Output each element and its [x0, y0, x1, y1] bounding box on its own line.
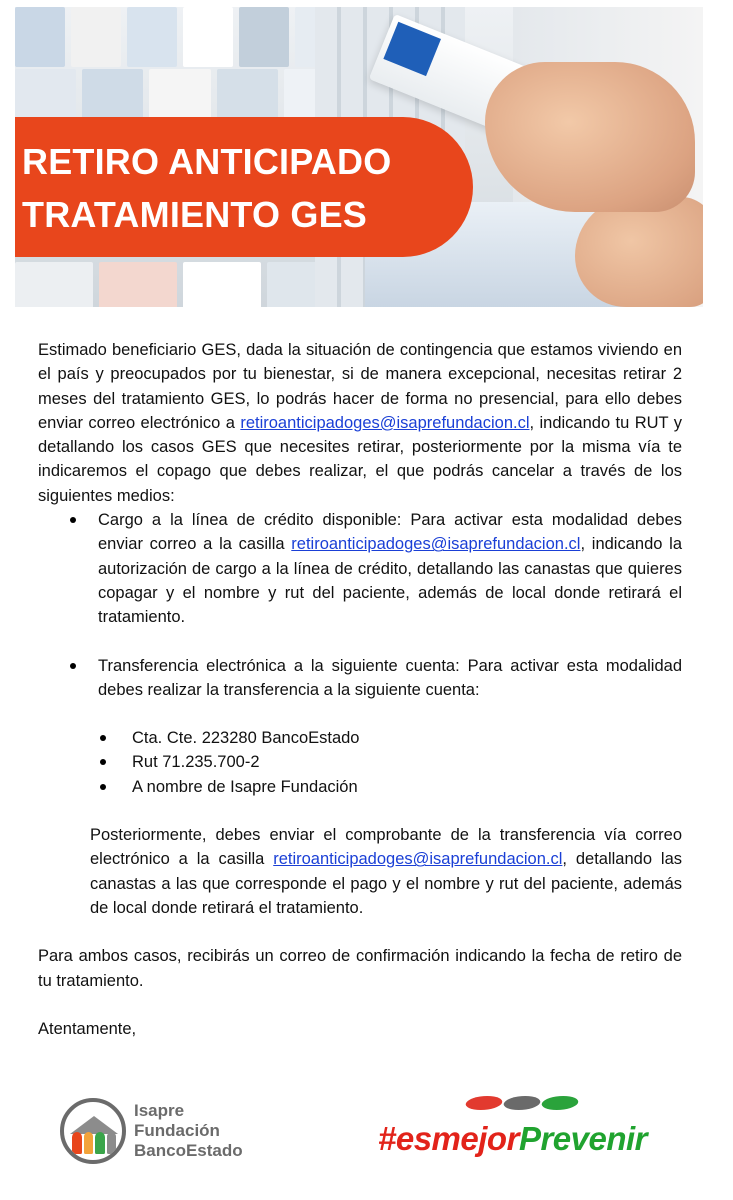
- closing-paragraph: Para ambos casos, recibirás un correo de confirmación indicando la fecha de retiro de tu tratamiento.: [38, 947, 682, 990]
- payment-options-list: [38, 508, 682, 702]
- email-link[interactable]: retiroanticipadoges@isaprefundacion.cl: [240, 413, 530, 432]
- email-link[interactable]: retiroanticipadoges@isaprefundacion.cl: [291, 535, 581, 554]
- pharmacy-shelf: [15, 262, 345, 307]
- banner-title-line-1: RETIRO ANTICIPADO: [22, 141, 392, 182]
- hand: [485, 62, 695, 212]
- bullet-icon: [70, 663, 76, 669]
- banner-title-line-2: TRATAMIENTO GES: [22, 194, 367, 235]
- hand: [575, 197, 703, 307]
- red-swoosh-icon: [463, 1096, 506, 1110]
- green-swoosh-icon: [539, 1096, 582, 1110]
- letter-body: [38, 338, 682, 1041]
- bullet-icon: [100, 759, 106, 765]
- list-item: Cta. Cte. 223280 BancoEstado: [38, 726, 682, 750]
- bullet-icon: [100, 735, 106, 741]
- intro-paragraph: Estimado beneficiario GES, dada la situación de contingencia que estamos viviendo en el país y preocupados por tu bienestar, si de manera excepcional, necesitas retirar 2 meses del tratamiento GES, lo podrás hacer de forma no presencial, para ello debes enviar correo electrónico a retiroanticipadoges@isaprefundacion.cl, indicando tu RUT y detallando los casos GES que necesites retirar, posteriormente por la misma vía te indicaremos el copago que debes realizar, el que podrás cancelar a través de los siguientes medios:: [38, 341, 682, 505]
- list-item: Transferencia electrónica a la siguiente cuenta: Para activar esta modalidad debes realizar la transferencia a la siguiente cuenta:: [38, 654, 682, 703]
- transfer-instructions: Posteriormente, debes enviar el comprobante de la transferencia vía correo electrónico a la casilla retiroanticipadoges@isaprefundacion.cl, detallando las canastas a las que corresponde el pago y el nombre y rut del paciente, además de local donde retirará el tratamiento.: [90, 826, 682, 917]
- pharmacy-shelf: [15, 7, 345, 67]
- signoff: Atentamente,: [38, 1019, 137, 1038]
- esmejorprevenir-logo: [378, 1094, 678, 1168]
- list-item: Cargo a la línea de crédito disponible: Para activar esta modalidad debes enviar correo a la casilla retiroanticipadoges@isaprefundacion.cl, indicando la autorización de cargo a la línea de crédito, detallando las canastas que quieres copagar y el nombre y rut del paciente, además de local donde retirará el tratamiento.: [38, 508, 682, 629]
- gray-swoosh-icon: [501, 1096, 544, 1110]
- account-details-list: [38, 726, 682, 799]
- list-item: A nombre de Isapre Fundación: [38, 775, 682, 799]
- logo-text: Isapre Fundación BancoEstado: [134, 1101, 243, 1160]
- house-people-icon: [60, 1098, 126, 1164]
- title-banner: [15, 117, 473, 257]
- bullet-icon: [70, 517, 76, 523]
- list-item: Rut 71.235.700-2: [38, 750, 682, 774]
- email-link[interactable]: retiroanticipadoges@isaprefundacion.cl: [273, 850, 563, 869]
- isapre-fundacion-logo: [60, 1098, 280, 1168]
- hashtag-text: #esmejorPrevenir: [378, 1120, 648, 1157]
- bullet-icon: [100, 784, 106, 790]
